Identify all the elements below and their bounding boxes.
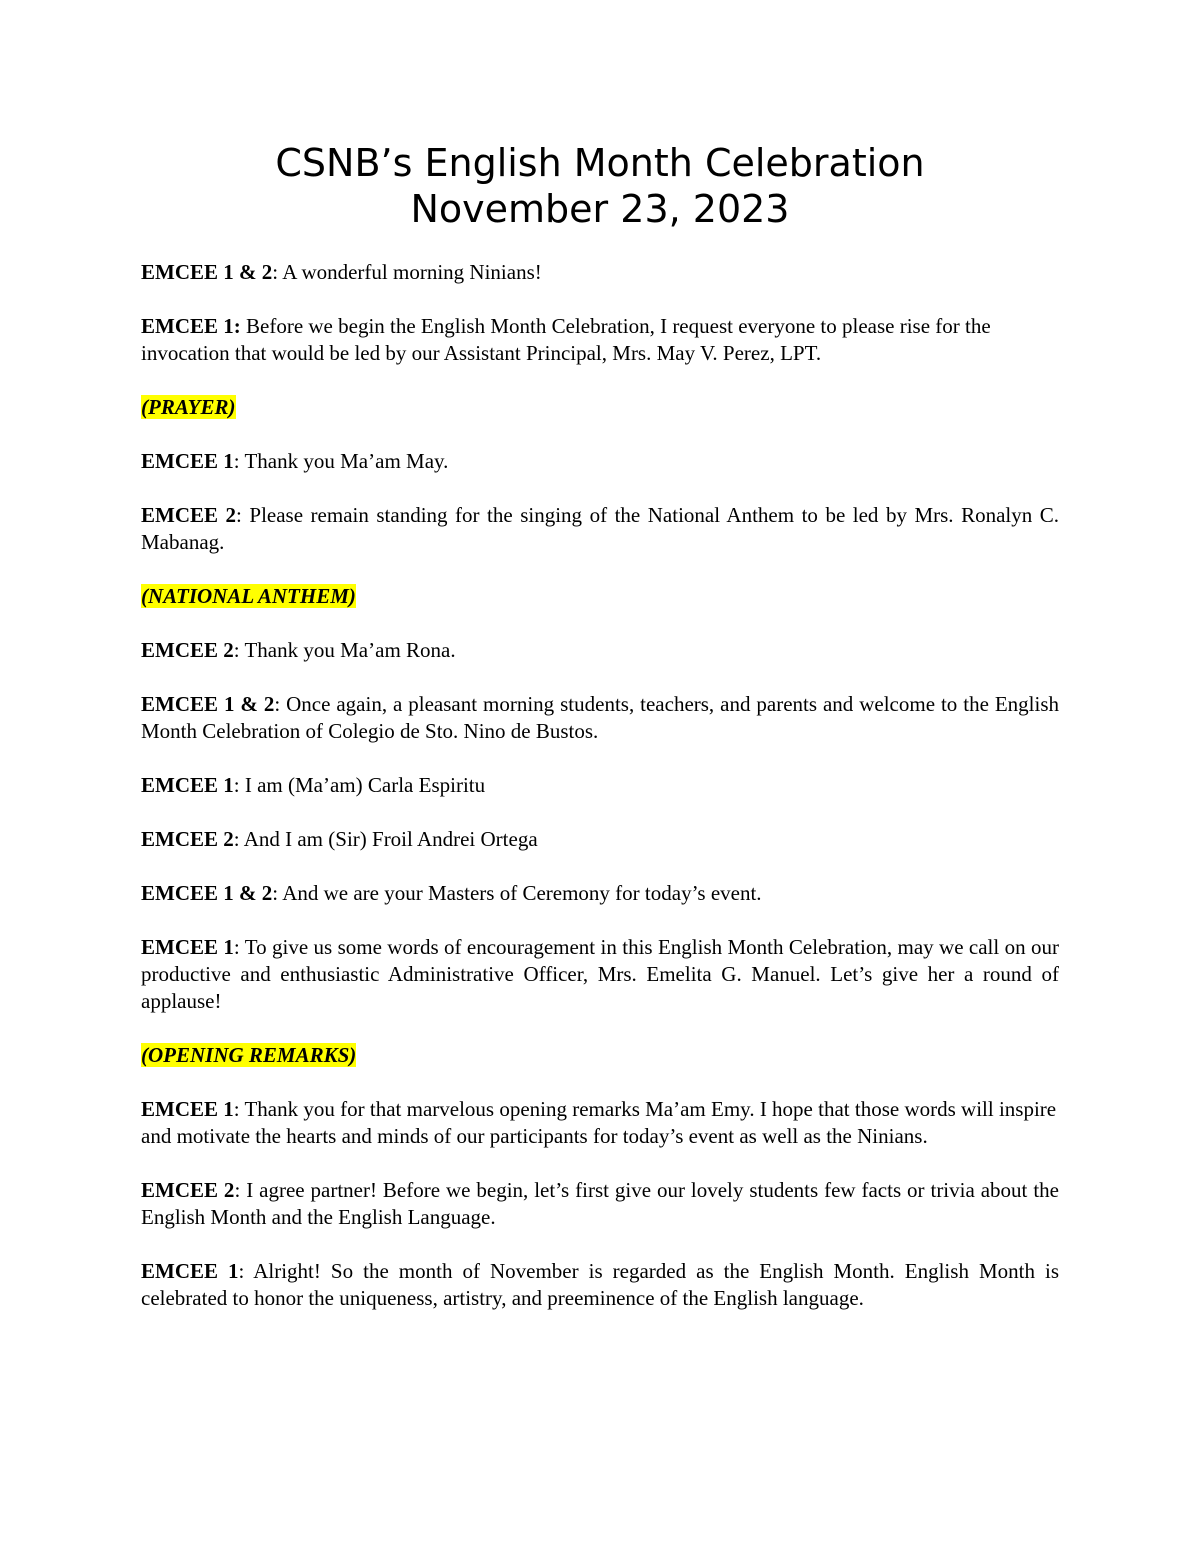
paragraph xyxy=(141,502,1059,556)
paragraph xyxy=(141,259,1059,286)
paragraph-text: To give us some words of encouragement in this English Month Celebration, may we call on our productive and enthusiastic Administrative Officer, Mrs. Emelita G. Manuel. Let’s give her a round of applause! xyxy=(141,935,1059,1013)
speaker-label: EMCEE 2 xyxy=(141,1178,235,1202)
speaker-separator: : xyxy=(234,1178,247,1202)
speaker-separator: : xyxy=(233,827,244,851)
paragraph-text: And I am (Sir) Froil Andrei Ortega xyxy=(243,827,538,851)
speaker-label: EMCEE 1 xyxy=(141,1259,239,1283)
paragraph-text: Before we begin the English Month Celebration, I request everyone to please rise for the invocation that would be led by our Assistant Principal, Mrs. May V. Perez, LPT. xyxy=(141,314,991,365)
paragraph-text: Thank you for that marvelous opening remarks Ma’am Emy. I hope that those words will inspire and motivate the hearts and minds of our participants for today’s event as well as the Ninians. xyxy=(141,1097,1057,1148)
speaker-separator: : xyxy=(233,1097,245,1121)
paragraph-text: Once again, a pleasant morning students, teachers, and parents and welcome to the English Month Celebration of Colegio de Sto. Nino de Bustos. xyxy=(141,692,1059,743)
stage-cue: (PRAYER) xyxy=(141,395,236,419)
paragraph xyxy=(141,772,1059,799)
title-block xyxy=(0,140,1200,232)
speaker-label: EMCEE 2 xyxy=(141,827,234,851)
speaker-label: EMCEE 1 & 2 xyxy=(141,881,273,905)
speaker-separator: : xyxy=(233,773,245,797)
speaker-label: EMCEE 1 xyxy=(141,1097,234,1121)
paragraph-text: I agree partner! Before we begin, let’s first give our lovely students few facts or trivia about the English Month and the English Language. xyxy=(141,1178,1059,1229)
paragraph xyxy=(141,880,1059,907)
paragraph-text: Alright! So the month of November is regarded as the English Month. English Month is celebrated to honor the uniqueness, artistry, and preeminence of the English language. xyxy=(141,1259,1059,1310)
stage-cue: (OPENING REMARKS) xyxy=(141,1043,357,1067)
speaker-label: EMCEE 1 & 2 xyxy=(141,260,273,284)
paragraph-text: And we are your Masters of Ceremony for today’s event. xyxy=(282,881,762,905)
speaker-separator: : xyxy=(272,881,283,905)
stage-cue: (NATIONAL ANTHEM) xyxy=(141,584,356,608)
speaker-label: EMCEE 2 xyxy=(141,503,237,527)
speaker-label: EMCEE 1 xyxy=(141,773,234,797)
cue-paragraph xyxy=(141,394,1059,421)
speaker-separator: : xyxy=(272,260,283,284)
paragraph xyxy=(141,826,1059,853)
speaker-separator: : xyxy=(233,449,245,473)
paragraph xyxy=(141,313,1059,367)
paragraph xyxy=(141,637,1059,664)
paragraph xyxy=(141,1177,1059,1231)
speaker-label: EMCEE 1 xyxy=(141,935,234,959)
speaker-separator: : xyxy=(233,638,245,662)
cue-paragraph xyxy=(141,1042,1059,1069)
paragraph xyxy=(141,691,1059,745)
speaker-label: EMCEE 1 xyxy=(141,449,234,473)
speaker-separator: : xyxy=(274,692,287,716)
speaker-separator: : xyxy=(233,935,245,959)
paragraph-text: I am (Ma’am) Carla Espiritu xyxy=(244,773,486,797)
speaker-label: EMCEE 1: xyxy=(141,314,241,338)
cue-paragraph xyxy=(141,583,1059,610)
paragraph-text: Please remain standing for the singing of the National Anthem to be led by Mrs. Ronalyn C. Mabanag. xyxy=(141,503,1059,554)
paragraph xyxy=(141,448,1059,475)
speaker-label: EMCEE 2 xyxy=(141,638,234,662)
speaker-separator: : xyxy=(238,1259,254,1283)
script-body xyxy=(141,259,1059,1339)
paragraph-text: A wonderful morning Ninians! xyxy=(282,260,542,284)
paragraph xyxy=(141,934,1059,1015)
document-title: CSNB’s English Month Celebration xyxy=(275,141,925,185)
speaker-separator: : xyxy=(236,503,250,527)
speaker-label: EMCEE 1 & 2 xyxy=(141,692,275,716)
document-date: November 23, 2023 xyxy=(410,187,790,231)
paragraph-text: Thank you Ma’am May. xyxy=(244,449,449,473)
paragraph xyxy=(141,1258,1059,1312)
paragraph xyxy=(141,1096,1059,1150)
paragraph-text: Thank you Ma’am Rona. xyxy=(244,638,456,662)
